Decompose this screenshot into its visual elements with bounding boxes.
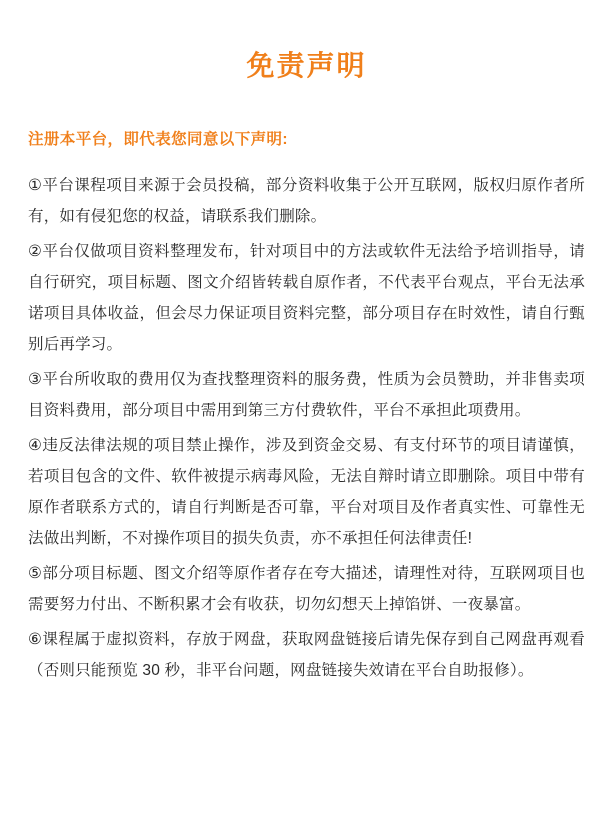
- clause-item: ⑥课程属于虚拟资料，存放于网盘，获取网盘链接后请先保存到自己网盘再观看（否则只能预览 30 秒，非平台问题，网盘链接失效请在平台自助报修）。: [28, 630, 585, 679]
- clause-list: [28, 170, 585, 686]
- clause-item: ②平台仅做项目资料整理发布，针对项目中的方法或软件无法给予培训指导，请自行研究，项目标题、图文介绍皆转载自原作者，不代表平台观点，平台无法承诺项目具体收益，但会尽力保证项目资料完整，部分项目存在时效性，请自行甄别后再学习。: [28, 242, 585, 353]
- clause-item: ③平台所收取的费用仅为查找整理资料的服务费，性质为会员赞助，并非售卖项目资料费用，部分项目中需用到第三方付费软件，平台不承担此项费用。: [28, 370, 585, 419]
- consent-statement: 注册本平台，即代表您同意以下声明:: [28, 131, 288, 149]
- clause-item: ⑤部分项目标题、图文介绍等原作者存在夸大描述，请理性对待，互联网项目也需要努力付出、不断积累才会有收获，切勿幻想天上掉馅饼、一夜暴富。: [28, 564, 585, 613]
- clause-item: ④违反法律法规的项目禁止操作，涉及到资金交易、有支付环节的项目请谨慎，若项目包含的文件、软件被提示病毒风险，无法自辩时请立即删除。项目中带有原作者联系方式的，请自行判断是否可靠，平台对项目及作者真实性、可靠性无法做出判断，不对操作项目的损失负责，亦不承担任何法律责任!: [28, 436, 585, 547]
- clause-item: ①平台课程项目来源于会员投稿，部分资料收集于公开互联网，版权归原作者所有，如有侵犯您的权益，请联系我们删除。: [28, 176, 585, 225]
- page-title: 免责声明: [246, 50, 367, 81]
